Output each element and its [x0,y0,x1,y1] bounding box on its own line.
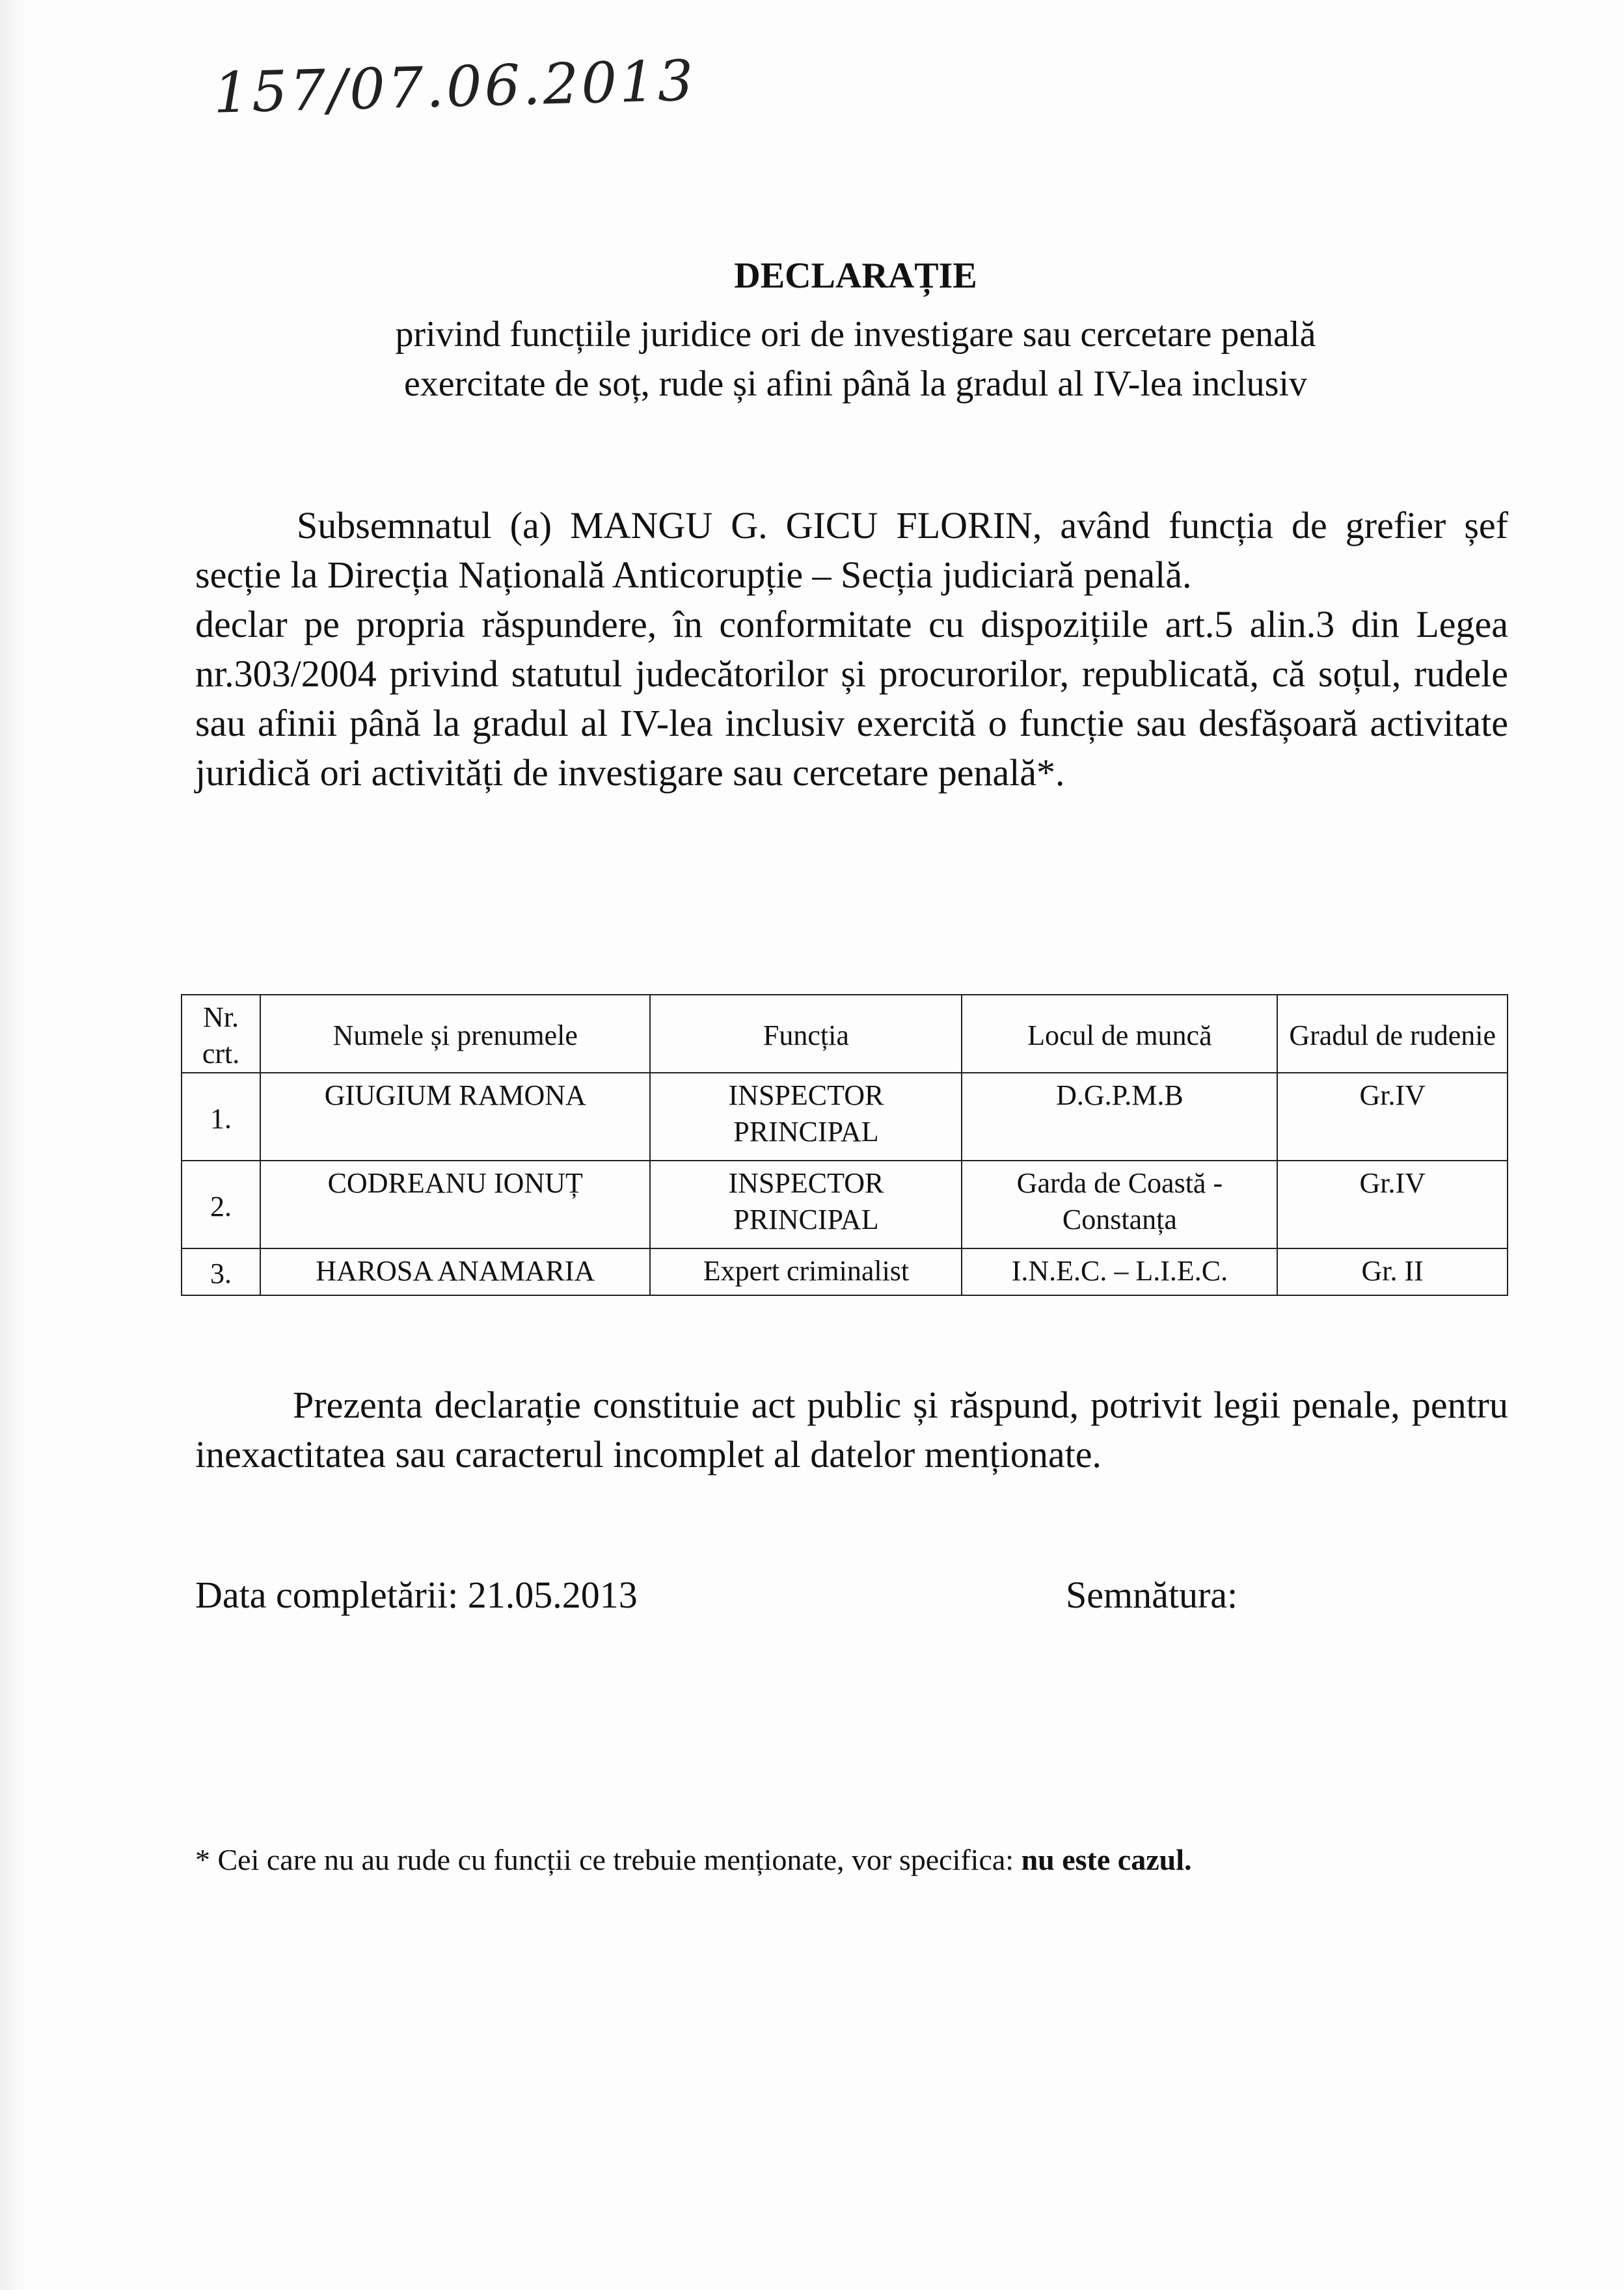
table-header-row [182,995,1508,1073]
subtitle-line-1: privind funcțiile juridice ori de investigare sau cercetare penală [395,314,1316,355]
closing-statement: Prezenta declarație constituie act public și răspund, potrivit legii penale, pentru inexactitatea sau caracterul incomplet al datelor menționate. [195,1384,1508,1475]
table-row [182,1161,1508,1248]
declaration-paragraph: declar pe propria răspundere, în conformitate cu dispozițiile art.5 alin.3 din Legea nr.303/2004 privind statutul judecătorilor și procurorilor, republicată, că soțul, rudele sau afinii până la gradul al IV-lea inclusiv exercită o funcție sau desfășoară activitate juridică ori activități de investigare sau cercetare penală*. [195,603,1508,794]
declaration-body [195,501,1508,798]
document-subtitle [0,310,1624,409]
row-workplace: D.G.P.M.B [962,1073,1277,1161]
row-degree: Gr.IV [1277,1161,1508,1248]
row-function: Expert criminalist [650,1248,962,1295]
header-workplace: Locul de muncă [962,995,1277,1073]
row-nr: 3. [182,1248,260,1295]
row-degree: Gr. II [1277,1248,1508,1295]
header-nr: Nr. crt. [182,995,260,1073]
row-name: GIUGIUM RAMONA [260,1073,650,1161]
header-function: Funcția [650,995,962,1073]
handwritten-registration-number: 157/07.06.2013 [212,48,697,126]
row-workplace: I.N.E.C. – L.I.E.C. [962,1248,1277,1295]
document-title: DECLARAȚIE [734,256,977,296]
header-degree: Gradul de rudenie [1277,995,1508,1073]
footnote-bold: nu este cazul. [1021,1843,1192,1876]
row-function: INSPECTOR PRINCIPAL [650,1161,962,1248]
declarant-paragraph: Subsemnatul (a) MANGU G. GICU FLORIN, având funcția de grefier șef secție la Direcția Națională Anticorupție – Secția judiciară penală. [195,504,1508,596]
footnote [195,1842,1191,1877]
row-workplace: Garda de Coastă - Constanța [962,1161,1277,1248]
table-row [182,1248,1508,1295]
header-name: Numele și prenumele [260,995,650,1073]
row-nr: 2. [182,1161,260,1248]
completion-date: Data completării: 21.05.2013 [195,1574,638,1616]
row-name: CODREANU IONUȚ [260,1161,650,1248]
row-name: HAROSA ANAMARIA [260,1248,650,1295]
table-row [182,1073,1508,1161]
row-function: INSPECTOR PRINCIPAL [650,1073,962,1161]
footnote-text: * Cei care nu au rude cu funcții ce trebuie menționate, vor specifica: [195,1843,1022,1876]
subtitle-line-2: exercitate de soț, rude și afini până la gradul al IV-lea inclusiv [403,364,1308,404]
row-nr: 1. [182,1073,260,1161]
row-degree: Gr.IV [1277,1073,1508,1161]
relatives-table [181,994,1508,1296]
signature-label: Semnătura: [1066,1574,1238,1616]
